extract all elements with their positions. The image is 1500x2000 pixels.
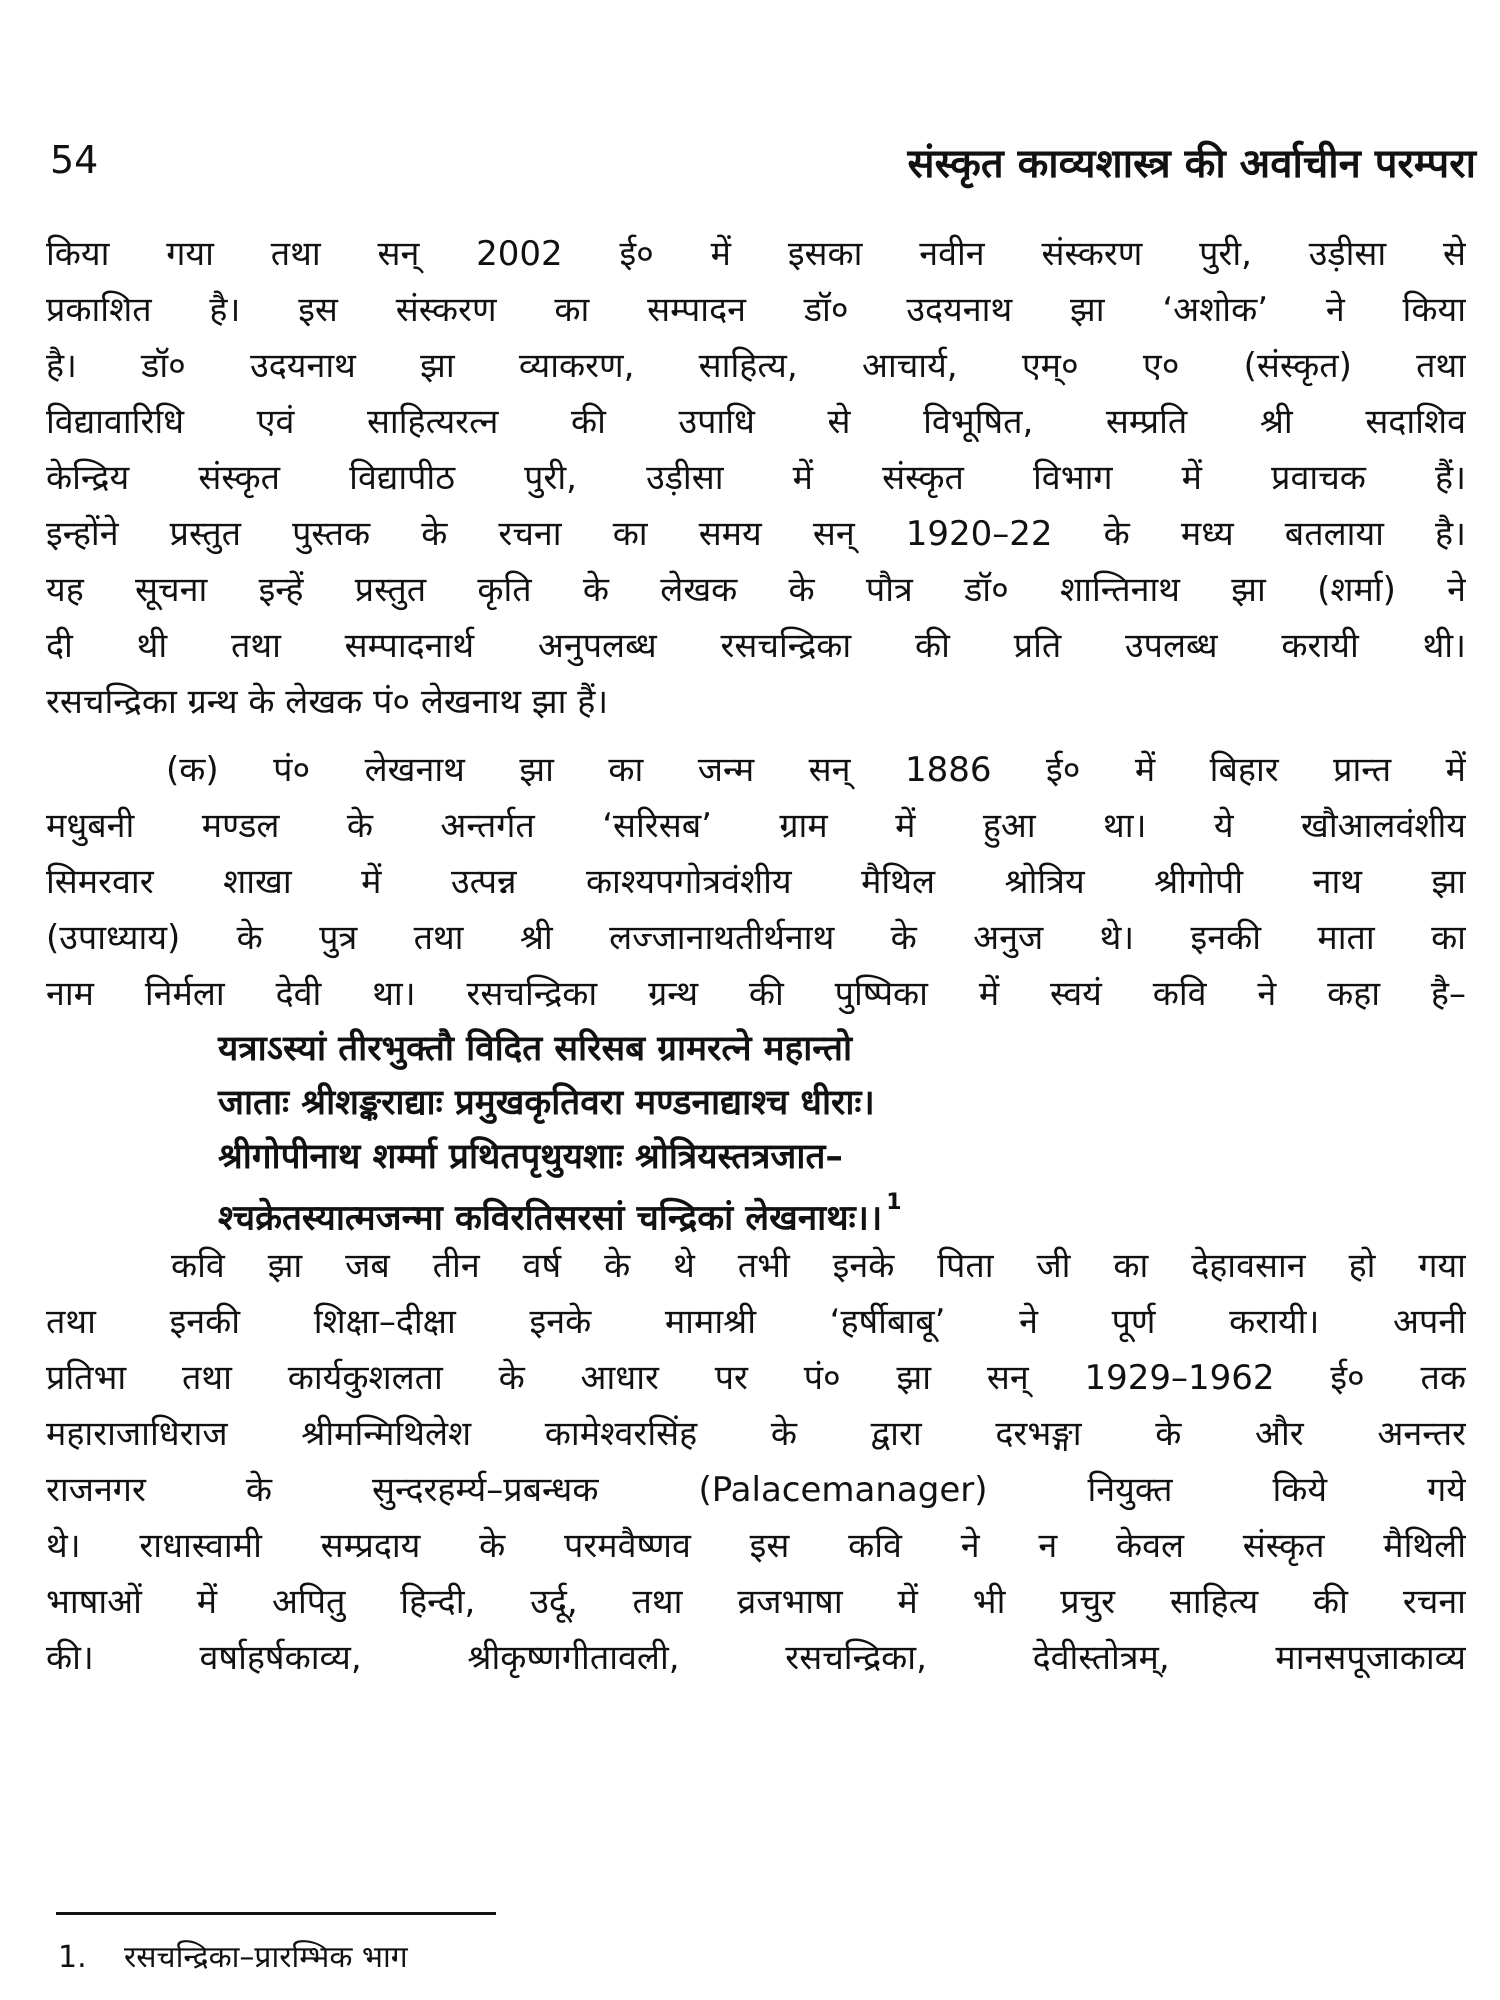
text-line: (क) पं० लेखनाथ झा का जन्म सन् 1886 ई० में बिहार प्रान्त में xyxy=(166,750,1466,790)
text-line: मधुबनी मण्डल के अन्तर्गत ‘सरिसब’ ग्राम में हुआ था। ये खौआलवंशीय xyxy=(46,806,1466,846)
verse-line-text: श्चक्रेतस्यात्मजन्मा कविरतिसरसां चन्द्रिकां लेखनाथः।। xyxy=(218,1198,883,1239)
footnote-marker: 1 xyxy=(886,1190,902,1215)
verse-line: यत्राऽस्यां तीरभुक्तौ विदित सरिसब ग्रामरत्ने महान्तो xyxy=(218,1029,853,1069)
text-line: रसचन्द्रिका ग्रन्थ के लेखक पं० लेखनाथ झा हैं। xyxy=(46,682,609,722)
text-line: की। वर्षाहर्षकाव्य, श्रीकृष्णगीतावली, रसचन्द्रिका, देवीस्तोत्रम्, मानसपूजाकाव्य xyxy=(46,1638,1466,1678)
page-number: 54 xyxy=(50,138,99,182)
verse-line-last xyxy=(46,1184,1466,1238)
footnote-divider xyxy=(56,1912,496,1915)
verse-line: जाताः श्रीशङ्कराद्याः प्रमुखकृतिवरा मण्डनाद्याश्च धीराः। xyxy=(218,1083,875,1123)
verse-line: श्रीगोपीनाथ शर्म्मा प्रथितपृथुयशाः श्रोत्रियस्तत्रजात– xyxy=(218,1137,843,1177)
text-line: दी थी तथा सम्पादनार्थ अनुपलब्ध रसचन्द्रिका की प्रति उपलब्ध करायी थी। xyxy=(46,626,1466,666)
sanskrit-verse xyxy=(46,1022,1466,1238)
text-line: किया गया तथा सन् 2002 ई० में इसका नवीन संस्करण पुरी, उड़ीसा से xyxy=(46,234,1466,274)
text-line: विद्यावारिधि एवं साहित्यरत्न की उपाधि से विभूषित, सम्प्रति श्री सदाशिव xyxy=(46,402,1466,442)
page-body xyxy=(46,226,1466,1686)
text-line: इन्होंने प्रस्तुत पुस्तक के रचना का समय सन् 1920–22 के मध्य बतलाया है। xyxy=(46,514,1466,554)
text-line: (उपाध्याय) के पुत्र तथा श्री लज्जानाथतीर्थनाथ के अनुज थे। इनकी माता का xyxy=(46,918,1466,958)
text-line: प्रकाशित है। इस संस्करण का सम्पादन डॉ० उदयनाथ झा ‘अशोक’ ने किया xyxy=(46,290,1466,330)
text-line: यह सूचना इन्हें प्रस्तुत कृति के लेखक के पौत्र डॉ० शान्तिनाथ झा (शर्मा) ने xyxy=(46,570,1466,610)
text-line: केन्द्रिय संस्कृत विद्यापीठ पुरी, उड़ीसा में संस्कृत विभाग में प्रवाचक हैं। xyxy=(46,458,1466,498)
text-line: तथा इनकी शिक्षा–दीक्षा इनके मामाश्री ‘हर्षीबाबू’ ने पूर्ण करायी। अपनी xyxy=(46,1302,1466,1342)
paragraph-2 xyxy=(46,742,1466,1022)
footnote xyxy=(58,1935,1058,1976)
text-line: भाषाओं में अपितु हिन्दी, उर्दू, तथा व्रजभाषा में भी प्रचुर साहित्य की रचना xyxy=(46,1582,1466,1622)
running-title: संस्कृत काव्यशास्त्र की अर्वाचीन परम्परा xyxy=(907,141,1476,187)
text-line: प्रतिभा तथा कार्यकुशलता के आधार पर पं० झा सन् 1929–1962 ई० तक xyxy=(46,1358,1466,1398)
page-header xyxy=(40,120,1476,190)
paragraph-gap xyxy=(46,730,1466,742)
text-line: है। डॉ० उदयनाथ झा व्याकरण, साहित्य, आचार्य, एम्० ए० (संस्कृत) तथा xyxy=(46,346,1466,386)
text-line: थे। राधास्वामी सम्प्रदाय के परमवैष्णव इस कवि ने न केवल संस्कृत मैथिली xyxy=(46,1526,1466,1566)
paragraph-1 xyxy=(46,226,1466,730)
text-line: नाम निर्मला देवी था। रसचन्द्रिका ग्रन्थ की पुष्पिका में स्वयं कवि ने कहा है– xyxy=(46,974,1466,1014)
text-line: राजनगर के सुन्दरहर्म्य–प्रबन्धक (Palacemanager) नियुक्त किये गये xyxy=(46,1470,1466,1510)
text-line: महाराजाधिराज श्रीमन्मिथिलेश कामेश्वरसिंह के द्वारा दरभङ्गा के और अनन्तर xyxy=(46,1414,1466,1454)
paragraph-3 xyxy=(46,1238,1466,1686)
text-line: सिमरवार शाखा में उत्पन्न काश्यपगोत्रवंशीय मैथिल श्रोत्रिय श्रीगोपी नाथ झा xyxy=(46,862,1466,902)
footnote-number: 1. xyxy=(58,1940,87,1975)
footnote-text: रसचन्द्रिका–प्रारम्भिक भाग xyxy=(124,1940,408,1975)
text-line: कवि झा जब तीन वर्ष के थे तभी इनके पिता जी का देहावसान हो गया xyxy=(171,1246,1466,1286)
